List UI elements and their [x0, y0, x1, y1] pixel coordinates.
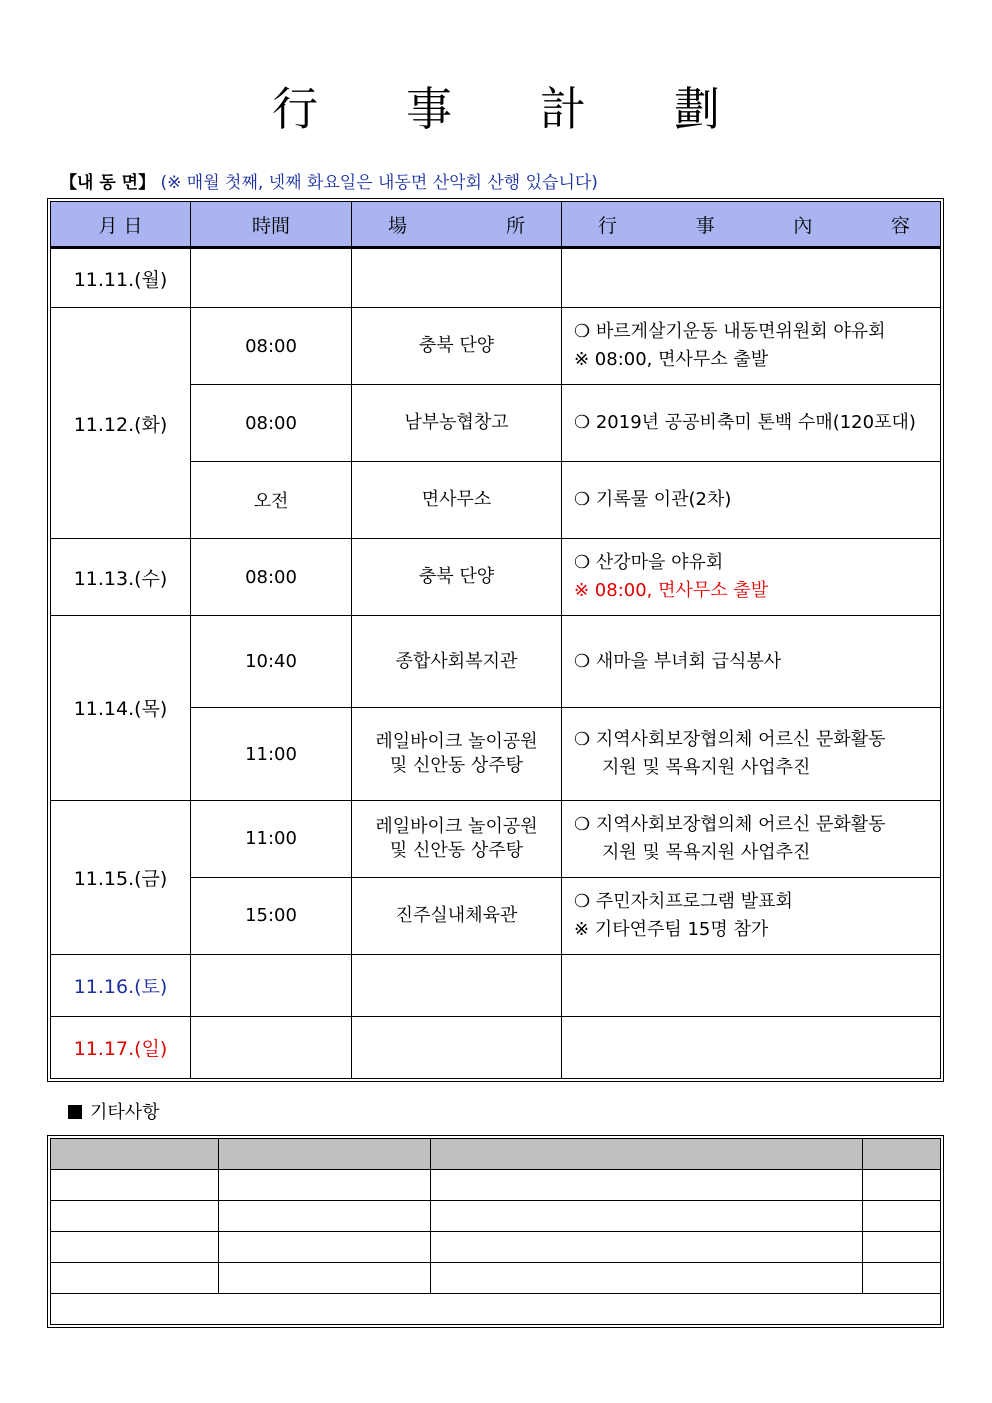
content-line: ※ 08:00, 면사무소 출발 — [574, 349, 769, 371]
etc-header-row — [51, 1139, 941, 1170]
etc-row — [51, 1201, 941, 1232]
content-cell — [562, 1016, 941, 1078]
etc-header-cell — [863, 1139, 941, 1170]
header-content-char: 內 — [793, 214, 813, 237]
etc-cell — [51, 1232, 219, 1263]
content-cell — [562, 462, 941, 539]
time-cell: 08:00 — [191, 385, 352, 462]
content-cell — [562, 877, 941, 954]
content-cell — [562, 385, 941, 462]
etc-cell — [431, 1232, 863, 1263]
etc-cell — [219, 1170, 431, 1201]
content-line: ❍ 기록물 이관(2차) — [574, 489, 732, 511]
header-time: 時間 — [191, 202, 352, 248]
schedule-row — [51, 248, 941, 308]
content-line: 지원 및 목욕지원 사업추진 — [602, 757, 811, 779]
time-cell: 11:00 — [191, 708, 352, 800]
content-line: ❍ 지역사회보장협의체 어르신 문화활동 — [574, 813, 886, 835]
header-content-char: 行 — [598, 214, 618, 237]
schedule-row — [51, 308, 941, 385]
time-cell: 오전 — [191, 462, 352, 539]
schedule-row — [51, 1016, 941, 1078]
content-line: ※ 기타연주팀 15명 참가 — [574, 918, 769, 940]
time-cell: 08:00 — [191, 539, 352, 616]
time-cell — [191, 248, 352, 308]
place-cell: 충북 단양 — [352, 539, 562, 616]
schedule-body — [51, 248, 941, 1079]
date-cell: 11.16.(토) — [51, 954, 191, 1016]
etc-header-cell — [51, 1139, 219, 1170]
title-char: 計 — [540, 82, 586, 136]
etc-cell — [431, 1201, 863, 1232]
time-cell: 15:00 — [191, 877, 352, 954]
schedule-row — [51, 954, 941, 1016]
etc-label-text: 기타사항 — [90, 1102, 160, 1123]
etc-cell — [219, 1263, 431, 1294]
subtitle — [60, 168, 598, 193]
content-line: 지원 및 목욕지원 사업추진 — [602, 841, 811, 863]
date-cell: 11.17.(일) — [51, 1016, 191, 1078]
content-line: ❍ 지역사회보장협의체 어르신 문화활동 — [574, 729, 886, 751]
date-cell: 11.12.(화) — [51, 308, 191, 539]
schedule-row — [51, 616, 941, 708]
header-place — [352, 202, 562, 248]
date-cell: 11.11.(월) — [51, 248, 191, 308]
schedule-row — [51, 800, 941, 877]
time-cell — [191, 1016, 352, 1078]
content-line: ❍ 2019년 공공비축미 톤백 수매(120포대) — [574, 412, 916, 434]
etc-cell — [51, 1263, 219, 1294]
content-line: ※ 08:00, 면사무소 출발 — [574, 580, 769, 602]
place-cell: 진주실내체육관 — [352, 877, 562, 954]
title-char: 行 — [272, 82, 318, 136]
content-cell — [562, 800, 941, 877]
content-cell — [562, 708, 941, 800]
date-cell: 11.13.(수) — [51, 539, 191, 616]
place-cell — [352, 248, 562, 308]
header-date: 月 日 — [51, 202, 191, 248]
place-cell: 레일바이크 놀이공원 및 신안동 상주탕 — [352, 708, 562, 800]
etc-body — [51, 1170, 941, 1325]
page-title — [0, 76, 992, 136]
etc-footer-row — [51, 1294, 941, 1325]
content-cell — [562, 308, 941, 385]
etc-cell — [219, 1201, 431, 1232]
etc-cell — [219, 1232, 431, 1263]
etc-header-cell — [219, 1139, 431, 1170]
schedule-header-row — [51, 202, 941, 248]
etc-row — [51, 1170, 941, 1201]
etc-cell — [431, 1263, 863, 1294]
header-content-char: 容 — [890, 214, 910, 237]
etc-table — [50, 1138, 941, 1325]
time-cell: 10:40 — [191, 616, 352, 708]
content-cell — [562, 954, 941, 1016]
place-cell — [352, 954, 562, 1016]
etc-cell — [863, 1170, 941, 1201]
place-cell: 남부농협창고 — [352, 385, 562, 462]
schedule-table-frame — [47, 198, 944, 1082]
title-char: 事 — [406, 82, 452, 136]
content-cell — [562, 248, 941, 308]
place-cell: 면사무소 — [352, 462, 562, 539]
square-bullet-icon — [68, 1105, 82, 1119]
date-cell: 11.14.(목) — [51, 616, 191, 800]
etc-cell — [51, 1201, 219, 1232]
etc-cell — [431, 1170, 863, 1201]
etc-cell — [51, 1170, 219, 1201]
etc-footer-cell — [51, 1294, 941, 1325]
title-char: 劃 — [674, 82, 720, 136]
content-line: ❍ 주민자치프로그램 발표회 — [574, 890, 793, 912]
subtitle-note: (※ 매월 첫째, 넷째 화요일은 내동면 산악회 산행 있습니다) — [160, 173, 598, 193]
etc-cell — [863, 1263, 941, 1294]
place-cell: 레일바이크 놀이공원 및 신안동 상주탕 — [352, 800, 562, 877]
header-place-char: 場 — [388, 214, 408, 237]
header-content-char: 事 — [695, 214, 715, 237]
etc-table-frame — [47, 1135, 944, 1328]
content-cell — [562, 616, 941, 708]
time-cell: 08:00 — [191, 308, 352, 385]
etc-row — [51, 1263, 941, 1294]
date-cell: 11.15.(금) — [51, 800, 191, 954]
etc-label — [68, 1098, 160, 1124]
content-line: ❍ 새마을 부녀회 급식봉사 — [574, 650, 782, 672]
etc-cell — [863, 1232, 941, 1263]
etc-header-cell — [431, 1139, 863, 1170]
place-cell: 종합사회복지관 — [352, 616, 562, 708]
etc-cell — [863, 1201, 941, 1232]
time-cell: 11:00 — [191, 800, 352, 877]
content-cell — [562, 539, 941, 616]
header-content — [562, 202, 941, 248]
time-cell — [191, 954, 352, 1016]
content-line: ❍ 산강마을 야유회 — [574, 552, 724, 574]
header-place-char: 所 — [505, 214, 525, 237]
place-cell — [352, 1016, 562, 1078]
place-cell: 충북 단양 — [352, 308, 562, 385]
schedule-row — [51, 539, 941, 616]
org-name: 【내 동 면】 — [60, 173, 156, 193]
etc-row — [51, 1232, 941, 1263]
schedule-table — [50, 201, 941, 1079]
content-line: ❍ 바르게살기운동 내동면위원회 야유회 — [574, 321, 886, 343]
